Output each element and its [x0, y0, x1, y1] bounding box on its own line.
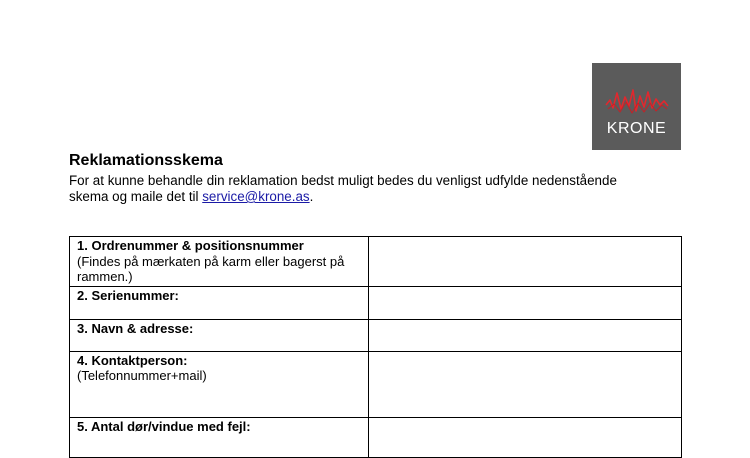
intro-text: For at kunne behandle din reklamation bedst muligt bedes du venligst udfylde nedenstående skema og maile det til [69, 173, 617, 204]
krone-logo [592, 63, 681, 150]
row-label: 3. Navn & adresse: [77, 320, 194, 336]
contact-person-field[interactable] [369, 351, 682, 417]
complaint-form-table [69, 236, 682, 458]
row-label-cell [70, 286, 369, 319]
order-number-field[interactable] [369, 237, 682, 287]
intro-paragraph [69, 173, 659, 205]
row-note: (Findes på mærkaten på karm eller bagerst på rammen.) [77, 253, 345, 284]
table-row [70, 351, 682, 417]
intro-suffix: . [309, 189, 314, 204]
row-label: 1. Ordrenummer & positionsnummer [77, 238, 304, 253]
row-label-cell [70, 351, 369, 417]
table-row [70, 319, 682, 351]
row-label-cell [70, 319, 369, 351]
serial-number-field[interactable] [369, 286, 682, 319]
row-label-cell [70, 417, 369, 457]
row-label-cell [70, 237, 369, 287]
table-row [70, 286, 682, 319]
logo-text: KRONE [606, 120, 667, 137]
row-label: 2. Serienummer: [77, 287, 179, 303]
row-label: 5. Antal dør/vindue med fejl: [77, 418, 251, 434]
row-label: 4. Kontaktperson: [77, 352, 188, 368]
row-note: (Telefonnummer+mail) [77, 368, 207, 383]
defect-count-field[interactable] [369, 417, 682, 457]
table-row [70, 417, 682, 457]
table-row [70, 237, 682, 287]
form-title: Reklamationsskema [69, 152, 223, 169]
email-link[interactable]: service@krone.as [202, 189, 310, 204]
name-address-field[interactable] [369, 319, 682, 351]
